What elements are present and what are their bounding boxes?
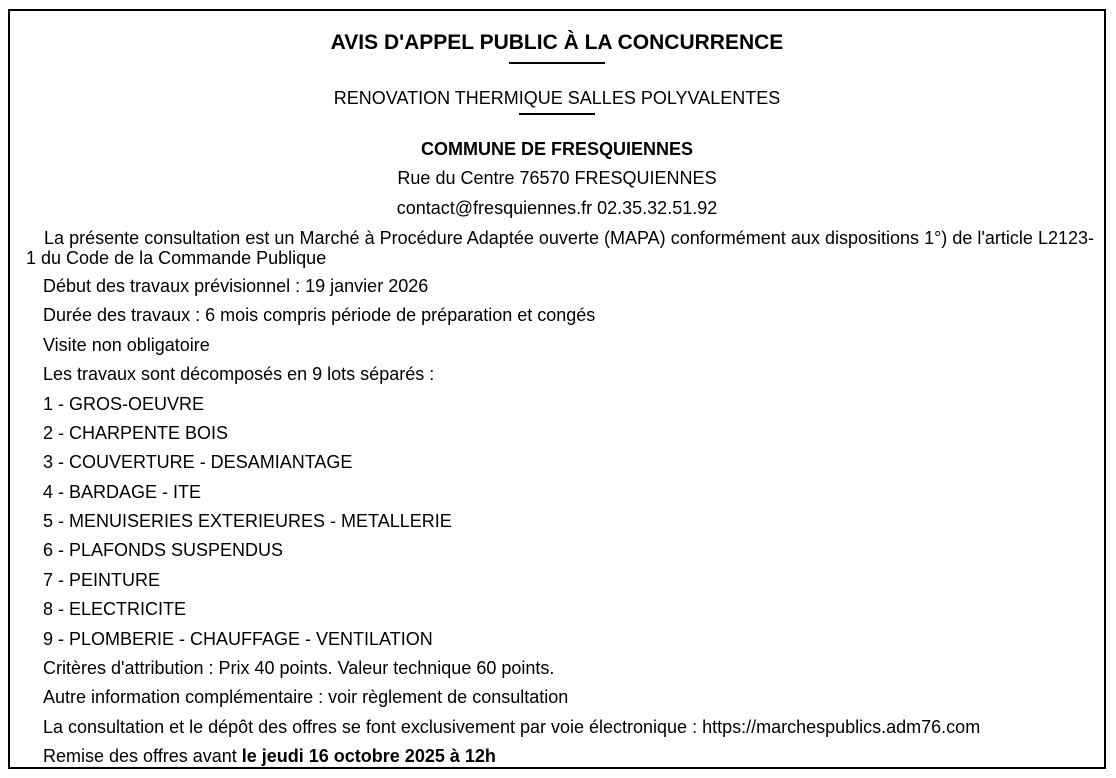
notice-title: AVIS D'APPEL PUBLIC À LA CONCURRENCE: [330, 31, 784, 54]
deadline-prefix: Remise des offres avant: [43, 746, 242, 766]
lot-item: 2 - CHARPENTE BOIS: [43, 423, 229, 443]
organization-contact: contact@fresquiennes.fr 02.35.32.51.92: [396, 198, 718, 218]
lots-intro: Les travaux sont décomposés en 9 lots séparés :: [43, 364, 435, 384]
intro-paragraph: La présente consultation est un Marché à Procédure Adaptée ouverte (MAPA) conformément aux dispositions 1°) de l'article L2123-1 du Code de la Commande Publique: [26, 228, 1094, 268]
lot-item: 8 - ELECTRICITE: [43, 599, 187, 619]
lot-item: 1 - GROS-OEUVRE: [43, 394, 205, 414]
subtitle-underline: [519, 113, 595, 115]
organization-address: Rue du Centre 76570 FRESQUIENNES: [397, 168, 717, 188]
lot-item: 9 - PLOMBERIE - CHAUFFAGE - VENTILATION: [43, 629, 433, 649]
lot-item: 6 - PLAFONDS SUSPENDUS: [43, 540, 284, 560]
organization-name: COMMUNE DE FRESQUIENNES: [420, 139, 694, 159]
lot-item: 5 - MENUISERIES EXTERIEURES - METALLERIE: [43, 511, 452, 531]
works-duration: Durée des travaux : 6 mois compris période de préparation et congés: [43, 305, 596, 325]
lot-item: 4 - BARDAGE - ITE: [43, 482, 202, 502]
notice-subtitle: RENOVATION THERMIQUE SALLES POLYVALENTES: [333, 88, 781, 108]
submission-info: La consultation et le dépôt des offres se font exclusivement par voie électronique : https://marchespublics.adm76.com: [43, 717, 981, 737]
deadline-date: le jeudi 16 octobre 2025 à 12h: [241, 746, 496, 766]
award-criteria: Critères d'attribution : Prix 40 points. Valeur technique 60 points.: [43, 658, 555, 678]
other-information: Autre information complémentaire : voir règlement de consultation: [43, 687, 569, 707]
lot-item: 7 - PEINTURE: [43, 570, 161, 590]
deadline: [43, 746, 496, 766]
notice-frame: [8, 9, 1106, 769]
lot-item: 3 - COUVERTURE - DESAMIANTAGE: [43, 452, 353, 472]
start-date: Début des travaux prévisionnel : 19 janvier 2026: [43, 276, 429, 296]
site-visit: Visite non obligatoire: [43, 335, 210, 355]
title-underline: [509, 62, 605, 64]
